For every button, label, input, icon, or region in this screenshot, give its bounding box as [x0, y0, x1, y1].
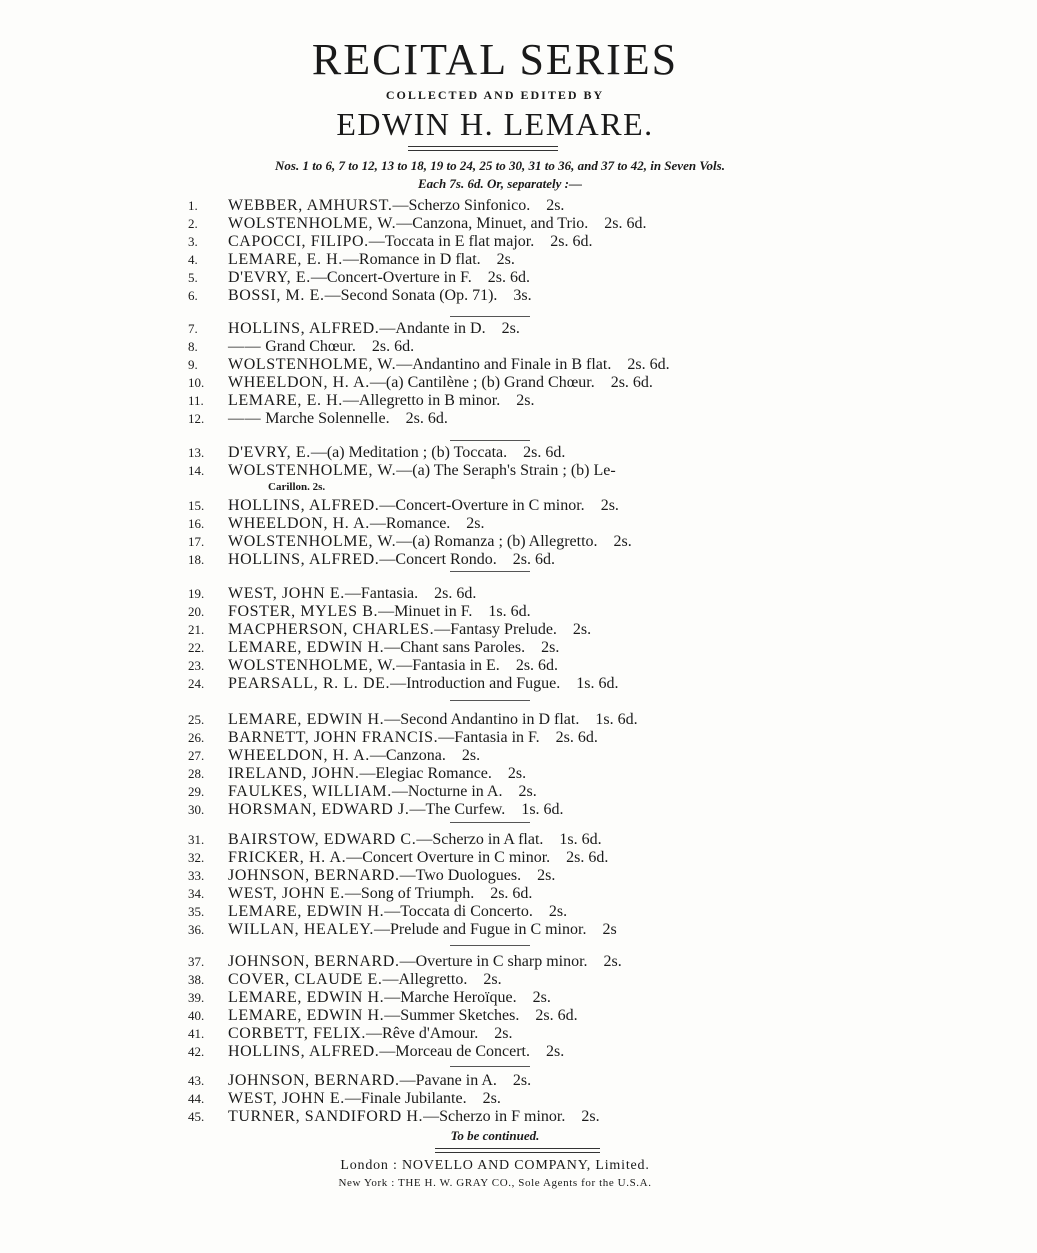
entry-price: 2s. 6d. — [418, 585, 477, 602]
entry-number: 13. — [188, 445, 205, 460]
entry-work: —Andantino and Finale in B flat. — [396, 356, 612, 373]
entry-number: 37. — [188, 954, 205, 969]
entry-number: 15. — [188, 498, 205, 513]
collected-by-line: COLLECTED AND EDITED BY — [385, 88, 605, 102]
entry-work: —Elegiac Romance. — [359, 765, 492, 782]
entry-number: 9. — [188, 357, 198, 372]
entry-number: 25. — [188, 712, 205, 727]
entry-number: 33. — [188, 868, 205, 883]
entry-price: 2s. 6d. — [389, 410, 448, 427]
catalogue-entry — [188, 497, 808, 515]
entry-work: —Romance in D flat. — [342, 251, 481, 268]
entry-work: —Introduction and Fugue. — [390, 675, 561, 692]
price-note: Each 7s. 6d. Or, separately :— — [418, 176, 582, 191]
entry-work: —Canzona, Minuet, and Trio. — [396, 215, 589, 232]
entry-number: 3. — [188, 234, 198, 249]
catalogue-entry — [188, 551, 808, 569]
entry-number: 12. — [188, 411, 205, 426]
catalogue-entry — [188, 197, 808, 215]
catalogue-entry — [188, 831, 808, 849]
entry-composer: WOLSTENHOLME, W. — [228, 533, 397, 550]
entry-work: —Chant sans Paroles. — [384, 639, 526, 656]
entry-price: 2s. — [491, 765, 527, 782]
entry-number: 29. — [188, 784, 205, 799]
entry-number: 1. — [188, 198, 198, 213]
entry-composer: LEMARE, EDWIN H. — [228, 903, 385, 920]
catalogue-entry — [188, 1007, 808, 1025]
entry-composer: JOHNSON, BERNARD. — [228, 867, 400, 884]
entry-composer: HOLLINS, ALFRED. — [228, 551, 380, 568]
entry-composer: PEARSALL, R. L. DE. — [228, 675, 391, 692]
entry-work: —Scherzo in F minor. — [423, 1108, 566, 1125]
entry-composer: WOLSTENHOLME, W. — [228, 356, 397, 373]
entry-number: 23. — [188, 658, 205, 673]
entry-number: 5. — [188, 270, 198, 285]
catalogue-entry — [188, 603, 808, 621]
page-title: RECITAL SERIES — [311, 35, 679, 84]
entry-composer: WHEELDON, H. A. — [228, 374, 370, 391]
entry-number: 6. — [188, 288, 198, 303]
publisher-line: London : NOVELLO AND COMPANY, Limited. — [340, 1158, 650, 1173]
entry-work: —Scherzo in A flat. — [416, 831, 544, 848]
entry-price: 1s. 6d. — [579, 711, 638, 728]
entry-work: —Concert-Overture in F. — [310, 269, 472, 286]
entry-14-continuation: Carillon. 2s. — [268, 481, 326, 493]
catalogue-entry — [188, 392, 808, 410]
entry-composer: JOHNSON, BERNARD. — [228, 1072, 400, 1089]
entry-work: —Fantasia in F. — [438, 729, 540, 746]
entry-number: 36. — [188, 922, 205, 937]
entry-price: 2s. — [584, 497, 619, 514]
catalogue-entry — [188, 1108, 808, 1126]
entry-number: 16. — [188, 516, 205, 531]
entry-number: 45. — [188, 1109, 205, 1124]
entry-price: 2s. 6d. — [499, 657, 559, 674]
entry-price: 2s. — [445, 747, 481, 764]
entry-number: 39. — [188, 990, 205, 1005]
entry-number: 8. — [188, 339, 198, 354]
catalogue-entry — [188, 801, 808, 819]
entry-price: 2s. — [467, 971, 502, 988]
entry-number: 28. — [188, 766, 205, 781]
entry-work: —(a) Meditation ; (b) Toccata. — [310, 444, 508, 461]
catalogue-entry — [188, 953, 808, 971]
entry-work: —Two Duologues. — [399, 867, 522, 884]
catalogue-entry — [188, 374, 808, 392]
entry-work: —Second Sonata (Op. 71). — [324, 287, 498, 304]
entry-price: 2s. 6d. — [550, 849, 609, 866]
catalogue-entry — [188, 462, 808, 480]
entry-work: —Andante in D. — [379, 320, 486, 337]
agents-line: New York : THE H. W. GRAY CO., Sole Agents for the U.S.A. — [338, 1177, 652, 1189]
entry-number: 11. — [188, 393, 204, 408]
entry-number: 17. — [188, 534, 205, 549]
entry-price: 2s. — [530, 1043, 565, 1060]
entry-composer: WOLSTENHOLME, W. — [228, 215, 397, 232]
catalogue-entry — [188, 675, 808, 693]
entry-number: 30. — [188, 802, 205, 817]
catalogue-entry — [188, 444, 808, 462]
catalogue-entry — [188, 747, 808, 765]
group-divider — [450, 1066, 530, 1067]
entry-composer: LEMARE, EDWIN H. — [228, 989, 385, 1006]
entry-price: 2s. — [532, 903, 568, 920]
entry-work: —Concert Rondo. — [379, 551, 497, 568]
entry-number: 34. — [188, 886, 205, 901]
catalogue-entry — [188, 989, 808, 1007]
entry-work: —(a) Cantilène ; (b) Grand Chœur. — [369, 374, 595, 391]
catalogue-entry — [188, 356, 808, 374]
entry-number: 41. — [188, 1026, 205, 1041]
catalogue-entry — [188, 971, 808, 989]
entry-composer: MACPHERSON, CHARLES. — [228, 621, 435, 638]
entry-number: 35. — [188, 904, 205, 919]
entry-number: 32. — [188, 850, 205, 865]
catalogue-entry — [188, 867, 808, 885]
entry-composer: WOLSTENHOLME, W. — [228, 657, 397, 674]
catalogue-entry — [188, 639, 808, 657]
entry-price: 2s. 6d. — [588, 215, 647, 232]
entry-work: —Rêve d'Amour. — [366, 1025, 479, 1042]
entry-work: —Concert Overture in C minor. — [346, 849, 551, 866]
catalogue-entry — [188, 320, 808, 338]
entry-price: 2s. — [480, 251, 515, 268]
catalogue-entry — [188, 1025, 808, 1043]
entry-price: 2s. — [525, 639, 560, 656]
entry-work: —(a) Romanza ; (b) Allegretto. — [396, 533, 598, 550]
catalogue-entry — [188, 903, 808, 921]
entry-composer: LEMARE, E. H. — [228, 392, 343, 409]
entry-price: 1s. 6d. — [505, 801, 564, 818]
entry-composer: BOSSI, M. E. — [228, 287, 325, 304]
entry-composer: COVER, CLAUDE E. — [228, 971, 383, 988]
entry-composer: —— — [228, 338, 262, 355]
entry-number: 19. — [188, 586, 205, 601]
entry-price: 2s. — [502, 783, 537, 800]
catalogue-entry — [188, 233, 808, 251]
entry-composer: D'EVRY, E. — [228, 444, 311, 461]
entry-work: —Fantasy Prelude. — [434, 621, 557, 638]
catalogue-entry — [188, 410, 808, 428]
entry-composer: LEMARE, EDWIN H. — [228, 711, 385, 728]
entry-price: 1s. 6d. — [543, 831, 602, 848]
volumes-note: Nos. 1 to 6, 7 to 12, 13 to 18, 19 to 24, 25 to 30, 31 to 36, and 37 to 42, in Seven Vols. — [275, 158, 725, 173]
editor-name: EDWIN H. LEMARE. — [336, 106, 654, 142]
entry-number: 26. — [188, 730, 205, 745]
group-divider — [450, 822, 530, 823]
entry-work: —Second Andantino in D flat. — [384, 711, 580, 728]
catalogue-entry — [188, 533, 808, 551]
entry-composer: HOLLINS, ALFRED. — [228, 1043, 380, 1060]
entry-price: 2s. 6d. — [519, 1007, 578, 1024]
entry-number: 22. — [188, 640, 205, 655]
entry-price: 2s. 6d. — [355, 338, 415, 355]
entry-price: 2s. 6d. — [611, 356, 670, 373]
entry-number: 4. — [188, 252, 198, 267]
entry-number: 14. — [188, 463, 205, 478]
entry-work: —Concert-Overture in C minor. — [379, 497, 585, 514]
entry-work: —Pavane in A. — [399, 1072, 497, 1089]
group-divider — [450, 440, 530, 441]
entry-work: —(a) The Seraph's Strain ; (b) Le- — [396, 462, 616, 479]
catalogue-entry — [188, 269, 808, 287]
catalogue-entry — [188, 215, 808, 233]
group-divider — [450, 571, 530, 572]
entry-composer: BARNETT, JOHN FRANCIS. — [228, 729, 439, 746]
catalogue-entry — [188, 287, 808, 305]
entry-number: 2. — [188, 216, 198, 231]
catalogue-entry — [188, 515, 808, 533]
entry-number: 43. — [188, 1073, 205, 1088]
entry-price: 2s. 6d. — [539, 729, 598, 746]
entry-composer: HOLLINS, ALFRED. — [228, 320, 380, 337]
entry-work: —Allegretto. — [382, 971, 468, 988]
entry-work: —Allegretto in B minor. — [342, 392, 501, 409]
divider-rule — [408, 146, 558, 151]
entry-price: 2s. 6d. — [471, 269, 530, 286]
entry-composer: IRELAND, JOHN. — [228, 765, 360, 782]
to-be-continued: To be continued. — [450, 1128, 540, 1143]
entry-price: 2s. — [516, 989, 551, 1006]
entry-work: —Minuet in F. — [378, 603, 473, 620]
catalogue-entry — [188, 885, 808, 903]
entry-composer: FOSTER, MYLES B. — [228, 603, 379, 620]
entry-number: 10. — [188, 375, 205, 390]
entry-work: —Romance. — [369, 515, 451, 532]
entry-work: —Finale Jubilante. — [344, 1090, 467, 1107]
entry-number: 31. — [188, 832, 205, 847]
entry-composer: TURNER, SANDIFORD H. — [228, 1108, 424, 1125]
catalogue-entry — [188, 711, 808, 729]
entry-price: 2s. — [485, 320, 520, 337]
entry-composer: HOLLINS, ALFRED. — [228, 497, 380, 514]
entry-work: —Overture in C sharp minor. — [399, 953, 588, 970]
entry-composer: LEMARE, E. H. — [228, 251, 343, 268]
entry-number: 38. — [188, 972, 205, 987]
entry-composer: —— — [228, 410, 262, 427]
entry-price: 2s. — [556, 621, 592, 638]
entry-number: 18. — [188, 552, 205, 567]
entry-price: 3s. — [497, 287, 532, 304]
entry-price: 2s. — [500, 392, 535, 409]
catalogue-entry — [188, 765, 808, 783]
catalogue-entry — [188, 1090, 808, 1108]
group-divider — [450, 316, 530, 317]
entry-composer: WEBBER, AMHURST. — [228, 197, 393, 214]
entry-work: —Scherzo Sinfonico. — [392, 197, 531, 214]
catalogue-entry — [188, 585, 808, 603]
entry-composer: WOLSTENHOLME, W. — [228, 462, 397, 479]
entry-work: —The Curfew. — [409, 801, 506, 818]
group-divider — [450, 945, 530, 946]
entry-composer: WEST, JOHN E. — [228, 585, 345, 602]
entry-price: 2s. 6d. — [534, 233, 593, 250]
entry-work: —Song of Triumph. — [344, 885, 475, 902]
entry-work: —Fantasia in E. — [396, 657, 500, 674]
entry-composer: WHEELDON, H. A. — [228, 747, 370, 764]
entry-number: 24. — [188, 676, 205, 691]
entry-number: 27. — [188, 748, 205, 763]
entry-composer: WILLAN, HEALEY. — [228, 921, 375, 938]
catalogue-entry — [188, 621, 808, 639]
entry-composer: LEMARE, EDWIN H. — [228, 1007, 385, 1024]
entry-work: —Toccata in E flat major. — [368, 233, 535, 250]
entry-price: 2s. 6d. — [496, 551, 555, 568]
catalogue-entry — [188, 1043, 808, 1061]
entry-number: 42. — [188, 1044, 205, 1059]
entry-price: 2s. — [521, 867, 556, 884]
entry-composer: CAPOCCI, FILIPO. — [228, 233, 369, 250]
entry-composer: CORBETT, FELIX. — [228, 1025, 367, 1042]
entry-composer: FAULKES, WILLIAM. — [228, 783, 392, 800]
entry-work: —Toccata di Concerto. — [384, 903, 533, 920]
entry-composer: BAIRSTOW, EDWARD C. — [228, 831, 417, 848]
group-divider — [450, 700, 530, 701]
entry-price: 1s. 6d. — [472, 603, 531, 620]
catalogue-entry — [188, 338, 808, 356]
entry-number: 44. — [188, 1091, 205, 1106]
entry-price: 1s. 6d. — [560, 675, 619, 692]
entry-price: 2s — [586, 921, 617, 938]
entry-composer: LEMARE, EDWIN H. — [228, 639, 385, 656]
entry-price: 2s. 6d. — [594, 374, 653, 391]
entry-composer: HORSMAN, EDWARD J. — [228, 801, 410, 818]
catalogue-entry — [188, 729, 808, 747]
entry-price: 2s. — [478, 1025, 513, 1042]
entry-work: Marche Solennelle. — [261, 410, 390, 427]
entry-work: —Fantasia. — [344, 585, 419, 602]
entry-price: 2s. 6d. — [507, 444, 566, 461]
catalogue-entry — [188, 251, 808, 269]
entry-price: 2s. — [565, 1108, 600, 1125]
entry-composer: JOHNSON, BERNARD. — [228, 953, 400, 970]
entry-composer: WEST, JOHN E. — [228, 1090, 345, 1107]
entry-work: —Canzona. — [369, 747, 446, 764]
catalogue-entry — [188, 1072, 808, 1090]
entry-composer: WEST, JOHN E. — [228, 885, 345, 902]
catalogue-entry — [188, 921, 808, 939]
entry-price: 2s. — [450, 515, 485, 532]
entry-price: 2s. — [496, 1072, 532, 1089]
entry-number: 20. — [188, 604, 205, 619]
footer-rule — [435, 1148, 600, 1153]
entry-composer: WHEELDON, H. A. — [228, 515, 370, 532]
catalogue-entry — [188, 783, 808, 801]
entry-composer: D'EVRY, E. — [228, 269, 311, 286]
entry-work: —Summer Sketches. — [384, 1007, 520, 1024]
entry-work: —Nocturne in A. — [391, 783, 503, 800]
entry-price: 2s. — [530, 197, 565, 214]
entry-work: Grand Chœur. — [261, 338, 356, 355]
entry-price: 2s. — [587, 953, 622, 970]
entry-price: 2s. — [466, 1090, 501, 1107]
entry-price: 2s. 6d. — [474, 885, 533, 902]
entry-number: 21. — [188, 622, 205, 637]
catalogue-entry — [188, 657, 808, 675]
entry-composer: FRICKER, H. A. — [228, 849, 347, 866]
entry-number: 7. — [188, 321, 198, 336]
entry-work: —Marche Heroïque. — [384, 989, 517, 1006]
entry-price: 2s. — [597, 533, 632, 550]
entry-work: —Prelude and Fugue in C minor. — [374, 921, 587, 938]
catalogue-entry — [188, 849, 808, 867]
entry-work: —Morceau de Concert. — [379, 1043, 530, 1060]
entry-number: 40. — [188, 1008, 205, 1023]
